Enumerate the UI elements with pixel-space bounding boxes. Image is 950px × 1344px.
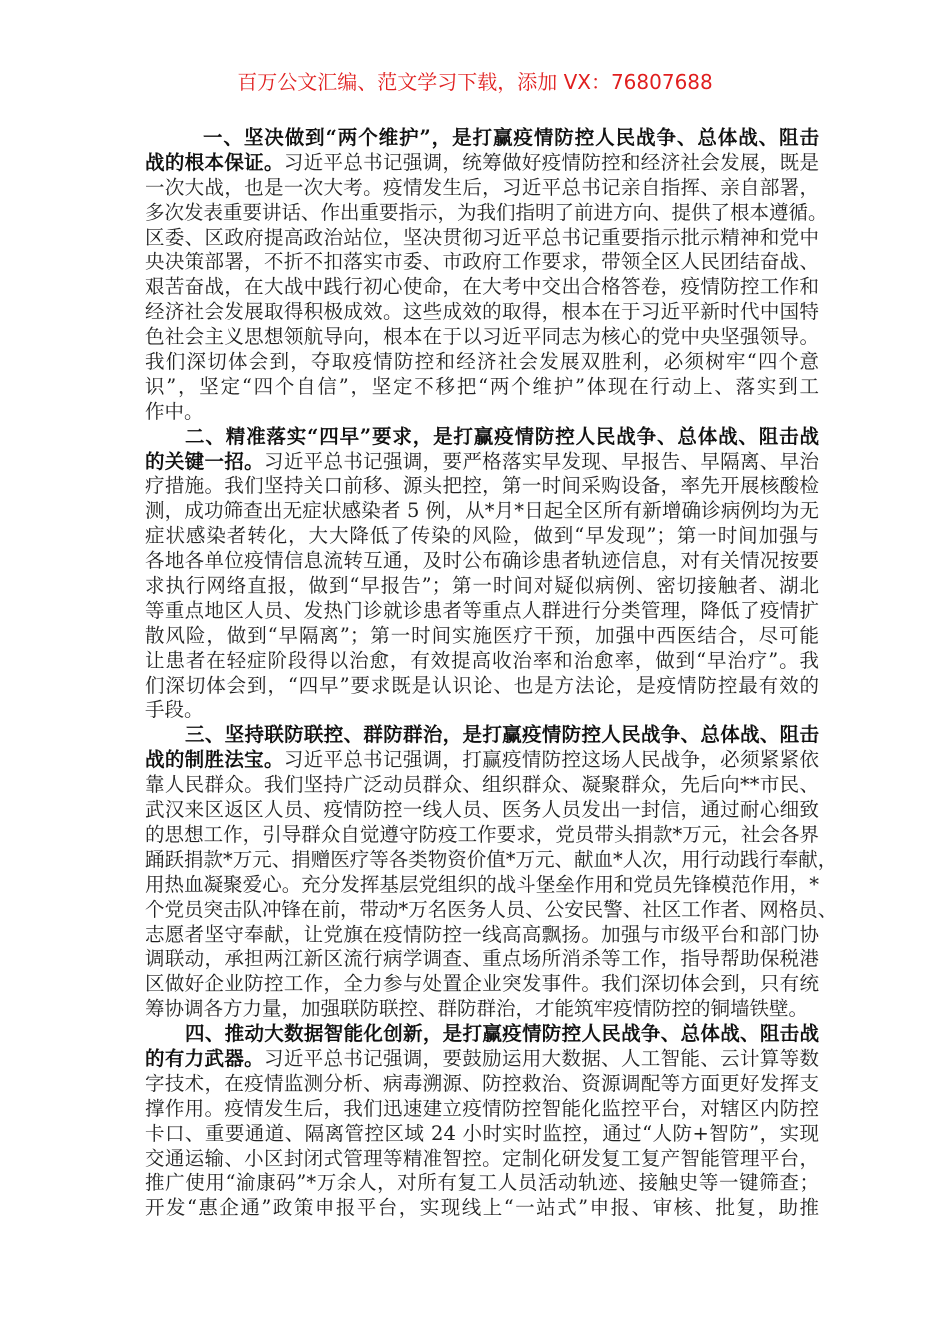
body-text: 用热血凝聚爱心。充分发挥基层党组织的战斗堡垒作用和党员先锋模范作用，* (145, 872, 819, 896)
body-text: 撑作用。疫情发生后，我们迅速建立疫情防控智能化监控平台，对辖区内防控 (145, 1096, 819, 1120)
text-line (145, 748, 819, 773)
section-heading: 的关键一招。 (145, 449, 264, 473)
paragraph (145, 126, 828, 425)
body-text: 志愿者坚守奉献，让党旗在疫情防控一线高高飘扬。加强与市级平台和部门协 (145, 922, 819, 946)
text-line (145, 1122, 819, 1147)
body-text: 多次发表重要讲话、作出重要指示，为我们指明了前进方向、提供了根本遵循。 (145, 200, 828, 224)
body-text: 习近平总书记强调，打赢疫情防控这场人民战争，必须紧紧依 (283, 748, 819, 772)
paragraph (145, 723, 838, 1022)
body-text: 踊跃捐款*万元、捐赠医疗等各类物资价值*万元、献血*人次，用行动践行奉献， (145, 847, 838, 871)
text-line (145, 151, 819, 176)
body-text: 一次大战，也是一次大考。疫情发生后，习近平总书记亲自指挥、亲自部署， (145, 175, 819, 199)
body-text: 调联动，承担两江新区流行病学调查、重点场所消杀等工作，指导帮助保税港 (145, 947, 819, 971)
body-text: 区委、区政府提高政治站位，坚决贯彻习近平总书记重要指示批示精神和党中 (145, 225, 819, 249)
body-text: 交通运输、小区封闭式管理等精准智控。定制化研发复工复产智能管理平台， (145, 1146, 819, 1170)
body-text: 习近平总书记强调，要严格落实早发现、早报告、早隔离、早治 (264, 449, 819, 473)
body-text: 各地各单位疫情信息流转互通，及时公布确诊患者轨迹信息，对有关情况按要 (145, 549, 819, 573)
text-line (145, 350, 819, 375)
text-line (145, 1047, 819, 1072)
section-heading: 三、坚持联防联控、群防群治，是打赢疫情防控人民战争、总体战、阻击 (185, 723, 819, 747)
section-heading: 二、精准落实“四早”要求，是打赢疫情防控人民战争、总体战、阻击战 (185, 424, 819, 448)
body-text: 们深切体会到，“四早”要求既是认识论、也是方法论，是疫情防控最有效的 (145, 673, 819, 697)
text-line (145, 574, 819, 599)
body-text: 推广使用“渝康码”*万余人，对所有复工人员活动轨迹、接触史等一键筛查； (145, 1171, 819, 1195)
text-line (145, 1171, 819, 1196)
text-line (145, 176, 819, 201)
section-heading: 的有力武器。 (145, 1046, 264, 1070)
text-line (145, 897, 838, 923)
body-text: 让患者在轻症阶段得以治愈，有效提高收治率和治愈率，做到“早治疗”。我 (145, 648, 819, 672)
text-line (145, 524, 819, 549)
section-heading: 战的根本保证。 (145, 150, 284, 174)
text-line (145, 400, 819, 425)
text-line (145, 250, 819, 275)
text-line (145, 674, 819, 699)
body-text: 习近平总书记强调，统筹做好疫情防控和经济社会发展，既是 (283, 150, 819, 174)
text-line (145, 275, 819, 300)
body-text: 求执行网络直报，做到“早报告”；第一时间对疑似病例、密切接触者、湖北 (145, 574, 819, 598)
text-line (145, 624, 819, 649)
text-line (145, 1147, 819, 1172)
watermark-header: 百万公文汇编、范文学习下载，添加 VX：76807688 (237, 70, 713, 94)
text-line (145, 599, 819, 624)
text-line (145, 723, 819, 748)
paragraph (145, 1022, 819, 1221)
text-line (145, 499, 819, 524)
text-line (145, 226, 819, 251)
text-line (145, 873, 819, 898)
text-line (145, 923, 819, 948)
body-text: 武汉来区返区人员、疫情防控一线人员、医务人员发出一封信，通过耐心细致 (145, 798, 819, 822)
text-line (145, 425, 819, 450)
text-line (145, 773, 819, 798)
text-line (145, 450, 819, 475)
body-text: 测，成功筛查出无症状感染者 5 例，从*月*日起全区所有新增确诊病例均为无 (145, 499, 819, 523)
text-line (145, 798, 819, 823)
text-line (145, 549, 819, 574)
body-text: 手段。 (145, 698, 204, 722)
paragraph (145, 425, 819, 724)
body-text: 开发“惠企通”政策申报平台，实现线上“一站式”申报、审核、批复，助推 (145, 1196, 819, 1220)
text-line (145, 474, 819, 499)
body-text: 卡口、重要通道、隔离管控区域 24 小时实时监控，通过“人防+智防”，实现 (145, 1121, 819, 1145)
body-text: 散风险，做到“早隔离”；第一时间实施医疗干预，加强中西医结合，尽可能 (145, 623, 819, 647)
body-text: 央决策部署，不折不扣落实市委、市政府工作要求，带领全区人民团结奋战、 (145, 250, 819, 274)
body-text: 字技术，在疫情监测分析、病毒溯源、防控救治、资源调配等方面更好发挥支 (145, 1071, 819, 1095)
document-body (145, 126, 838, 1221)
text-line (145, 1196, 819, 1221)
body-text: 色社会主义思想领航导向，根本在于以习近平同志为核心的党中央坚强领导。 (145, 325, 819, 349)
body-text: 经济社会发展取得积极成效。这些成效的取得，根本在于习近平新时代中国特 (145, 300, 819, 324)
body-text: 艰苦奋战，在大战中践行初心使命，在大考中交出合格答卷，疫情防控工作和 (145, 275, 819, 299)
body-text: 筹协调各方力量，加强联防联控、群防群治，才能筑牢疫情防控的铜墙铁壁。 (145, 997, 809, 1021)
text-line (145, 649, 819, 674)
body-text: 疗措施。我们坚持关口前移、源头把控，第一时间采购设备，率先开展核酸检 (145, 474, 819, 498)
body-text: 靠人民群众。我们坚持广泛动员群众、组织群众、凝聚群众，先后向**市民、 (145, 773, 819, 797)
text-line (145, 126, 819, 151)
body-text: 识”，坚定“四个自信”，坚定不移把“两个维护”体现在行动上、落实到工 (145, 374, 819, 398)
text-line (145, 847, 838, 873)
text-line (145, 997, 819, 1022)
body-text: 个党员突击队冲锋在前，带动*万名医务人员、公安民警、社区工作者、网格员、 (145, 897, 838, 921)
text-line (145, 947, 819, 972)
text-line (145, 1097, 819, 1122)
body-text: 习近平总书记强调，要鼓励运用大数据、人工智能、云计算等数 (264, 1046, 819, 1070)
section-heading: 一、坚决做到“两个维护”，是打赢疫情防控人民战争、总体战、阻击 (203, 126, 819, 149)
text-line (145, 823, 819, 848)
text-line (145, 325, 819, 350)
body-text: 的思想工作，引导群众自觉遵守防疫工作要求，党员带头捐款*万元，社会各界 (145, 822, 819, 846)
text-line (145, 698, 819, 723)
section-heading: 战的制胜法宝。 (145, 748, 284, 772)
text-line (145, 972, 819, 997)
text-line (145, 1072, 819, 1097)
body-text: 区做好企业防控工作，全力参与处置企业突发事件。我们深切体会到，只有统 (145, 972, 819, 996)
body-text: 等重点地区人员、发热门诊就诊患者等重点人群进行分类管理，降低了疫情扩 (145, 598, 819, 622)
text-line (145, 1022, 819, 1047)
text-line (145, 300, 819, 325)
body-text: 症状感染者转化，大大降低了传染的风险，做到“早发现”；第一时间加强与 (145, 524, 819, 548)
text-line (145, 200, 828, 226)
section-heading: 四、推动大数据智能化创新，是打赢疫情防控人民战争、总体战、阻击战 (185, 1022, 819, 1046)
body-text: 我们深切体会到，夺取疫情防控和经济社会发展双胜利，必须树牢“四个意 (145, 350, 819, 374)
body-text: 作中。 (145, 399, 204, 423)
text-line (145, 375, 819, 400)
